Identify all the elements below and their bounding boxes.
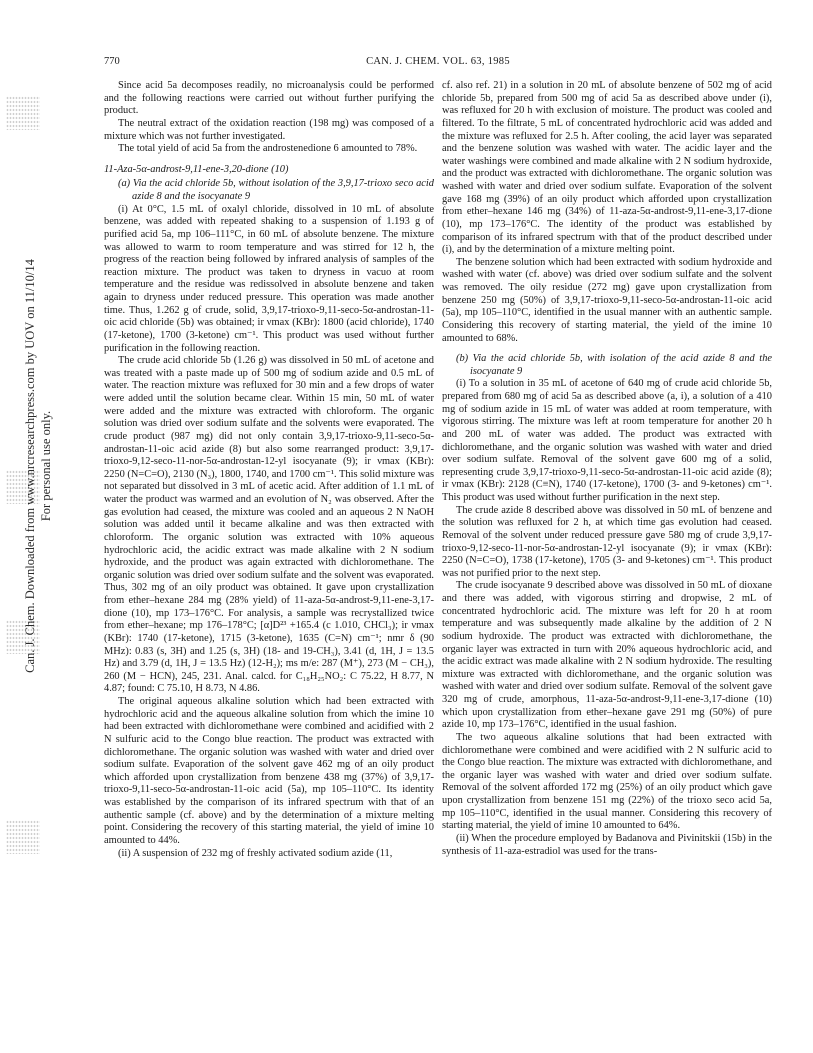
paragraph: (i) To a solution in 35 mL of acetone of 640 mg of crude acid chloride 5b, prepared from 680 mg of acid 5a as described above (a, i), a solution of a 410 mg of sodium azide in 15 mL of water was added at room temperature, with vigorous stirring. The mixture was left at room temperature for another 20 h and 200 mL of water was added. The product was extracted with dichloromethane, and the organic solution was washed with water and dried over sodium sulfate. Removal of the solvent gave 600 mg of a solid, representing crude 3,9,17-trioxo-9,11-seco-5α-androstan-11-oic acid azide (8); ir νmax (KBr): 2128 (C≡N), 1740 (17-ketone), 1700 (3- and 9-ketones) cm⁻¹. This product was used without further purification in the next step. (442, 378, 772, 503)
scan-speck (6, 820, 40, 854)
subsection-heading: (b) Via the acid chloride 5b, with isolation of the acid azide 8 and the isocyanate 9 (456, 353, 772, 377)
watermark-line-1: Can. J. Chem. Downloaded from www.nrcresearchpress.com by UOV on 11/10/14 (23, 259, 37, 673)
paragraph: The crude acid chloride 5b (1.26 g) was dissolved in 50 mL of acetone and was treated with a paste made up of 500 mg of sodium azide and 0.5 mL of water. The reaction mixture was refluxed for 30 min and a few drops of water were added until the solution became clear. Within 15 min, 50 mL of water were added and the mixture was extracted with chloroform. The organic solution was dried over sodium sulfate and the solvents were evaporated. The crude product (987 mg) did not only contain 3,9,17-trioxo-9,11-seco-5α-androstan-11-oic acid azide (8) but also some rearranged product: 3,9,17-trioxo-9,12-seco-11-nor-5α-androstan-12-yl isocyanate (9); ir νmax (KBr): 2250 (N=C=O), 2130 (N₃), 1800, 1740, and 1700 cm⁻¹. This solid mixture was not separated but dissolved in 3 mL of acetic acid. After addition of 1.1 mL of water the product was warmed and an evolution of N₂ was observed. After the gas evolution had ceased, the mixture was cooled and an aqueous 2 N NaOH solution was added until it became alkaline and was then extracted with chloroform. The organic solution was extracted with 10% aqueous hydrochloric acid, the acidic extract was made alkaline with 2 N sodium hydroxide, and the product was again extracted with dichloromethane. The organic solution was dried over sodium sulfate and the solvent was evaporated. Thus, 302 mg of an oily product was obtained. It gave upon crystallization from ether–hexane 284 mg (28% yield) of 11-aza-5α-androst-9,11-ene-3,17-dione (10), mp 173–176°C. For analysis, a sample was recrystallized twice from ether–hexane; mp 176–178°C; [α]D²³ +165.4 (c 1.010, CHCl₃); ir νmax (KBr): 1740 (17-ketone), 1715 (3-ketone), 1635 (C=N) cm⁻¹; nmr δ (90 MHz): 0.83 (s, 3H) and 1.25 (s, 3H) (18- and 19-CH₃), 3.41 (d, 1H, J = 13.5 Hz) and 3.79 (d, 1H, J = 13.5 Hz) (12-H₂); ms m/e: 287 (M⁺), 273 (M − CH₃), 260 (M − HCN), 245, 231. Anal. calcd. for C₁₈H₂₅NO₂: C 75.22, H 8.77, N 4.87; found: C 75.10, H 8.73, N 4.86. (104, 355, 434, 695)
right-column (442, 80, 772, 1040)
scan-speck (6, 96, 40, 130)
left-column (104, 80, 434, 1040)
download-watermark (8, 200, 60, 720)
running-head: CAN. J. CHEM. VOL. 63, 1985 (366, 56, 510, 67)
paragraph: The total yield of acid 5a from the androstenedione 6 amounted to 78%. (118, 143, 418, 155)
paragraph: The crude azide 8 described above was dissolved in 50 mL of benzene and the solution was refluxed for 2 h, at which time gas evolution had ceased. Removal of the solvent under reduced pressure gave 580 mg of crude 3,9,17-trioxo-9,12-seco-11-nor-5α-androstan-12-yl isocyanate (9); ir νmax (KBr): 2250 (N=C=O), 1738 (17-ketone), 1705 (3- and 9-ketones) cm⁻¹. This product was not purified prior to the next step. (442, 504, 772, 579)
paragraph: (i) At 0°C, 1.5 mL of oxalyl chloride, dissolved in 10 mL of absolute benzene, was added with repeated shaking to a suspension of 1.193 g of purified acid 5a, mp 106–111°C, in 60 mL of absolute benzene. The mixture was allowed to warm to room temperature and was stirred for 12 h, the progress of the reaction being followed by infrared analysis of samples of the reaction mixture. The product was taken to dryness in vacuo at room temperature and the residue was redissolved in absolute benzene and taken again to dryness under reduced pressure. This operation was made another time. Thus, 1.262 g of crude, solid, 3,9,17-trioxo-9,11-seco-5α-androstan-11-oic acid chloride (5b) was obtained; ir νmax (KBr): 1800 (acid chloride), 1740 (17-ketone), 1700 (3-ketone) cm⁻¹. This product was used without further purification in the following reaction. (104, 203, 434, 354)
paragraph: The original aqueous alkaline solution which had been extracted with hydrochloric acid and the aqueous alkaline solution from which the imine 10 had been extracted with dichloromethane were combined and acidified with 2 N sulfuric acid to the Congo blue reaction. The product was extracted with dichloromethane. The organic solution was washed with water and dried over sodium sulfate. Evaporation of the solvent gave 462 mg of an oily product which afforded upon crystallization from benzene 438 mg (37%) of 3,9,17-trioxo-9,11-seco-5α-androstan-11-oic acid (5a), mp 105–110°C. Its identity was established by the comparison of its infrared spectrum with that of an authentic sample (cf. above) and by the determination of a mixture melting point. Considering the recovery of this starting material, the yield of imine 10 amounted to 44%. (104, 696, 434, 846)
paragraph: The benzene solution which had been extracted with sodium hydroxide and washed with water (cf. above) was dried over sodium sulfate and the solvent was removed. The oily residue (272 mg) gave upon crystallization from benzene 250 mg (50%) of 3,9,17-trioxo-9,11-seco-5α-androstan-11-oic acid (5a), mp 105–110°C, identified in the usual manner with an authentic sample. Considering this recovery of starting material, the yield of the imine 10 amounted to 68%. (442, 256, 772, 344)
page-number: 770 (104, 56, 120, 67)
paragraph: (ii) When the procedure employed by Badanova and Pivinitskii (15b) in the synthesis of 11-aza-estradiol was used for the trans- (442, 832, 772, 857)
paragraph: The two aqueous alkaline solutions that had been extracted with dichloromethane were combined and were acidified with 2 N sulfuric acid to the Congo blue reaction. The mixture was extracted with dichloromethane, and the organic layer was washed with water and dried over sodium sulfate. Removal of the solvent afforded 172 mg (25%) of an oily product which gave upon crystallization from benzene 151 mg (22%) of the trioxo seco acid 5a, mp 105–110°C, identified in the usual manner. Considering this recovery of starting material, the yield of imine 10 amounted to 64%. (442, 731, 772, 832)
paragraph: (ii) A suspension of 232 mg of freshly activated sodium azide (11, (118, 847, 393, 859)
section-heading: 11-Aza-5α-androst-9,11-ene-3,20-dione (10) (104, 163, 289, 175)
paragraph: cf. also ref. 21) in a solution in 20 mL of absolute benzene of 502 mg of acid chloride 5b, prepared from 500 mg of acid 5a as described above under (i), was refluxed for 20 h with exclusion of moisture. The product was cooled and filtered. To the filtrate, 5 mL of concentrated hydrochloric acid was added and the mixture was refluxed for 2.5 h. After cooling, the acid layer was separated and the benzene solution was washed with water. The acidic layer and the water washings were combined and made alkaline with 2 N sodium hydroxide, and the product was extracted with dichloromethane. The organic solution was washed with water and dried over sodium sulfate. Evaporation of the solvent gave 168 mg (39%) of an oily product which afforded upon crystallization from ether–hexane 146 mg (34%) of 11-aza-5α-androst-9,11-ene-3,17-dione (10), mp 173–176°C. The identity of the product was established by comparison of its infrared spectrum with that of the product described under (i), and by the determination of a mixture melting point. (442, 80, 772, 256)
paragraph: The crude isocyanate 9 described above was dissolved in 50 mL of dioxane and there was added, with vigorous stirring and dropwise, 2 mL of concentrated hydrochloric acid. The mixture was left for 20 h at room temperature and was subsequently made alkaline by the addition of 2 N sodium hydroxide. The product was extracted with dichloromethane, the organic layer was extracted in turn with 20% aqueous hydrochloric acid, and the acidic extract was made alkaline with 2 N sodium hydroxide. The resulting mixture was extracted with dichloromethane, and the organic solution was washed with water and dried over sodium sulfate. Removal of the solvent gave 320 mg of crude, amorphous, 11-aza-5α-androst-9,11-ene-3,17-dione (10) which upon crystallization from ether–hexane gave 291 mg (50%) of pure azide 10, mp 173–176°C, identified in the usual fashion. (442, 580, 772, 731)
subsection-heading: (a) Via the acid chloride 5b, without isolation of the 3,9,17-trioxo seco acid azide 8 and the isocyanate 9 (118, 178, 434, 202)
paragraph: The neutral extract of the oxidation reaction (198 mg) was composed of a mixture which was not further investigated. (104, 117, 434, 142)
paragraph: Since acid 5a decomposes readily, no microanalysis could be performed and the following reactions were carried out without further purifying the product. (104, 80, 434, 117)
page-header (104, 56, 772, 70)
watermark-line-2: For personal use only. (39, 410, 53, 522)
